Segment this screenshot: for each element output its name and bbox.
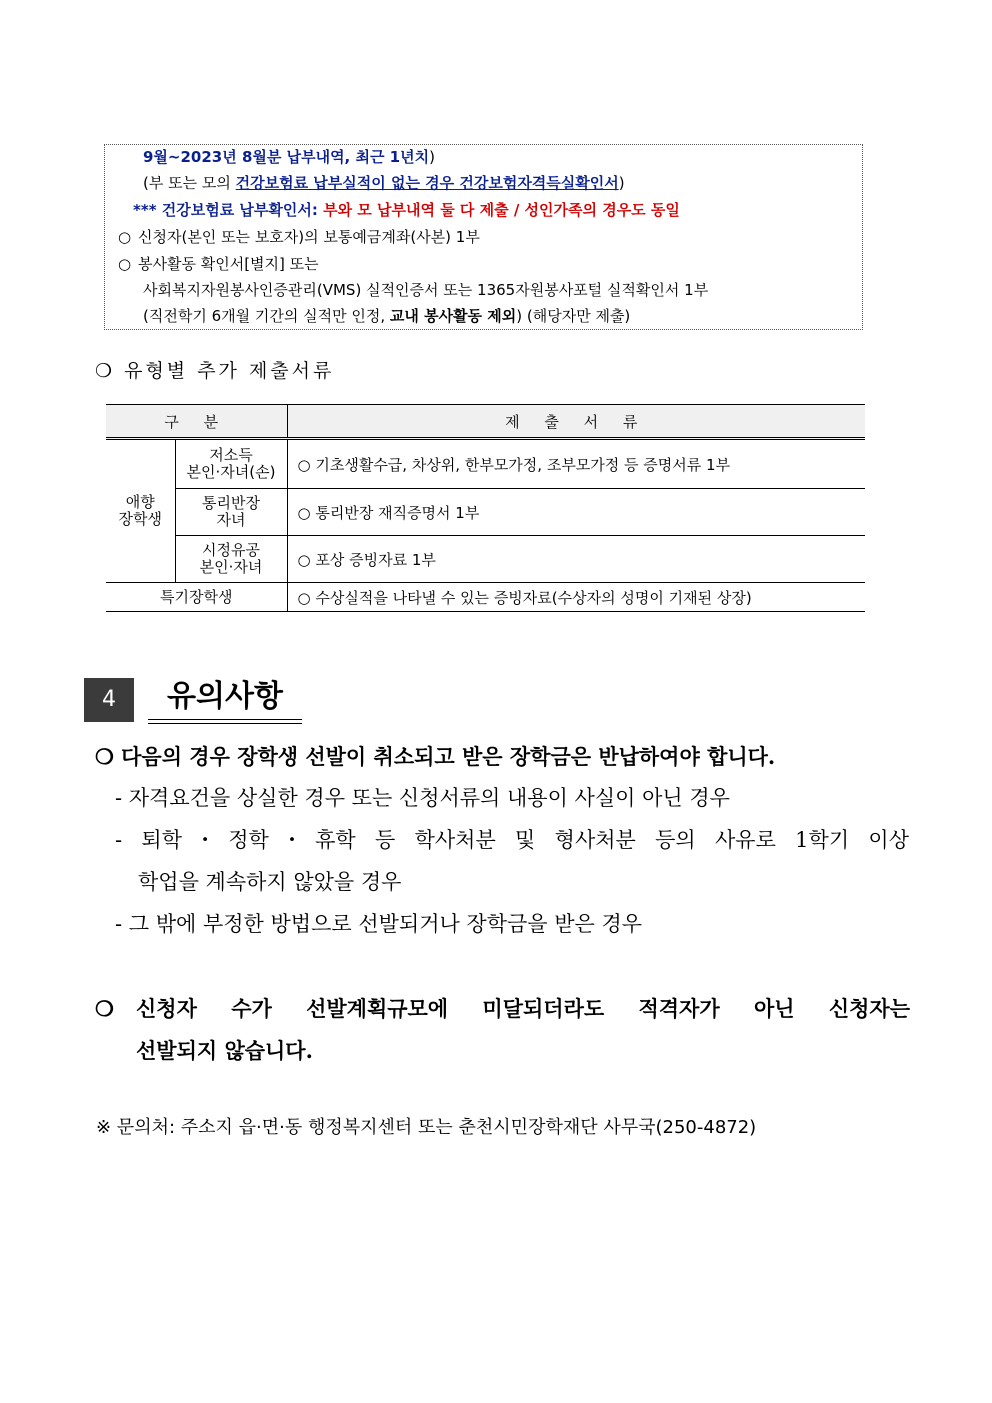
table-header-category: 구 분: [106, 405, 287, 439]
list-item-continuation: 학업을 계속하지 않았을 경우: [138, 870, 402, 894]
box-line-6: 사회복지자원봉사인증관리(VMS) 실적인증서 또는 1365자원봉사포털 실적확인서 1부: [143, 281, 709, 299]
insurance-certificate-text: 건강보험료 납부실적이 없는 경우 건강보험자격득실확인서: [235, 174, 619, 192]
document-cell: ○ 통리반장 재직증명서 1부: [287, 489, 865, 536]
special-category-cell: 특기장학생: [106, 583, 287, 612]
unqualified-notice-continuation: 선발되지 않습니다.: [136, 1038, 313, 1063]
group-cell: 애향 장학생: [106, 439, 175, 583]
table-row: [106, 536, 865, 583]
subcategory-cell: 통리반장 자녀: [175, 489, 287, 536]
unqualified-notice: 신청자 수가 선발계획규모에 미달되더라도 적격자가 아닌 신청자는: [136, 996, 910, 1021]
section-title: 유의사항: [167, 679, 283, 714]
box-line-2: (부 또는 모의 건강보험료 납부실적이 없는 경우 건강보험자격득실확인서): [143, 174, 625, 192]
list-item: - 퇴학・정학・휴학 등 학사처분 및 형사처분 등의 사유로 1학기 이상: [115, 828, 909, 852]
box-line-3: *** 건강보험료 납부확인서: 부와 모 납부내역 둘 다 제출 / 성인가족의 경우도 동일: [133, 201, 680, 219]
title-underline: [148, 719, 302, 720]
list-item: - 그 밖에 부정한 방법으로 선발되거나 장학금을 받은 경우: [115, 912, 643, 936]
list-item: - 자격요건을 상실한 경우 또는 신청서류의 내용이 사실이 아닌 경우: [115, 786, 730, 810]
payment-period-text: 9월~2023년 8월분 납부내역, 최근 1년치: [143, 148, 430, 166]
title-underline: [148, 723, 302, 724]
table-row: [106, 489, 865, 536]
box-line-4: ○ 신청자(본인 또는 보호자)의 보통예금계좌(사본) 1부: [118, 228, 480, 246]
additional-documents-heading: ❍ 유형별 추가 제출서류: [95, 360, 335, 382]
payment-note-warning: 부와 모 납부내역 둘 다 제출 / 성인가족의 경우도 동일: [323, 201, 680, 219]
table-header-row: [106, 405, 865, 439]
bullet-marker: ❍: [95, 996, 114, 1021]
table-row: [106, 439, 865, 489]
subcategory-cell: 저소득 본인·자녀(손): [175, 439, 287, 489]
box-line-7: (직전학기 6개월 기간의 실적만 인정, 교내 봉사활동 제외) (해당자만 제출): [143, 307, 631, 325]
cancellation-notice: ❍ 다음의 경우 장학생 선발이 취소되고 받은 장학금은 반납하여야 합니다.: [95, 744, 776, 769]
box-line-5: ○ 봉사활동 확인서[별지] 또는: [118, 255, 319, 273]
table-header-documents: 제 출 서 류: [287, 405, 865, 439]
box-line-1: 9월~2023년 8월분 납부내역, 최근 1년치): [143, 148, 435, 166]
document-cell: ○ 포상 증빙자료 1부: [287, 536, 865, 583]
document-cell: ○ 수상실적을 나타낼 수 있는 증빙자료(수상자의 성명이 기재된 상장): [287, 583, 865, 612]
table-row: [106, 583, 865, 612]
subcategory-cell: 시정유공 본인·자녀: [175, 536, 287, 583]
document-cell: ○ 기초생활수급, 차상위, 한부모가정, 조부모가정 등 증명서류 1부: [287, 439, 865, 489]
section-number-badge: 4: [84, 678, 134, 722]
additional-documents-table: [106, 404, 865, 612]
contact-info: ※ 문의처: 주소지 읍·면·동 행정복지센터 또는 춘천시민장학재단 사무국(250-4872): [96, 1117, 757, 1138]
